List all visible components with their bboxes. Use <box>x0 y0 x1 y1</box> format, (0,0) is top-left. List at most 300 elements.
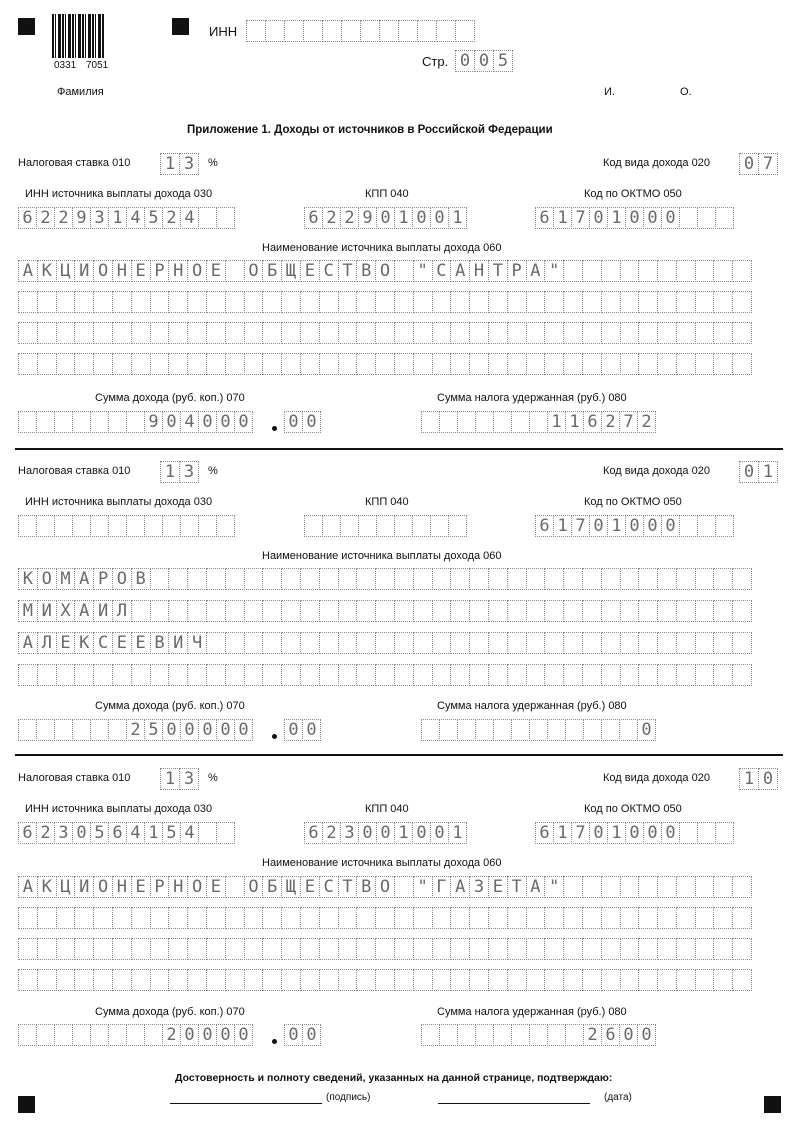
char-cell <box>412 515 431 537</box>
char-cell: В <box>150 632 170 654</box>
section-divider <box>15 754 783 756</box>
source-name-line-2[interactable] <box>18 600 751 622</box>
char-cell <box>225 322 245 344</box>
char-cell: О <box>93 260 113 282</box>
source-name-label: Наименование источника выплаты дохода 060 <box>262 857 502 869</box>
char-cell <box>338 632 358 654</box>
char-cell <box>281 600 301 622</box>
char-cell <box>582 568 602 590</box>
char-cell <box>695 632 715 654</box>
char-cell <box>281 568 301 590</box>
char-cell: 5 <box>493 50 513 72</box>
char-cell <box>563 632 583 654</box>
source-name-line-1[interactable] <box>18 876 751 898</box>
kpp-cells[interactable] <box>304 207 466 229</box>
char-cell <box>394 876 414 898</box>
source-inn-label: ИНН источника выплаты дохода 030 <box>25 188 213 200</box>
char-cell <box>732 664 752 686</box>
source-name-line-1[interactable] <box>18 260 751 282</box>
char-cell <box>131 353 151 375</box>
char-cell <box>493 411 512 433</box>
income-rub-cells[interactable] <box>18 411 252 433</box>
char-cell <box>695 664 715 686</box>
char-cell: С <box>432 260 452 282</box>
char-cell <box>394 907 414 929</box>
char-cell <box>375 322 395 344</box>
char-cell <box>638 353 658 375</box>
source-name-line-3[interactable] <box>18 938 751 960</box>
source-inn-cells[interactable] <box>18 822 234 844</box>
char-cell <box>507 600 527 622</box>
char-cell: 6 <box>535 515 554 537</box>
char-cell <box>732 322 752 344</box>
char-cell <box>475 719 494 741</box>
char-cell: 1 <box>108 207 127 229</box>
char-cell <box>695 260 715 282</box>
char-cell: 1 <box>739 768 759 790</box>
char-cell <box>450 969 470 991</box>
tax-rate-cells[interactable] <box>160 153 198 175</box>
source-name-label: Наименование источника выплаты дохода 060 <box>262 550 502 562</box>
char-cell <box>488 322 508 344</box>
char-cell: 1 <box>547 411 566 433</box>
char-cell: 1 <box>553 822 572 844</box>
char-cell <box>732 600 752 622</box>
char-cell <box>18 907 38 929</box>
char-cell <box>488 600 508 622</box>
char-cell <box>36 411 55 433</box>
char-cell: 0 <box>284 719 303 741</box>
char-cell: " <box>544 876 564 898</box>
char-cell <box>469 664 489 686</box>
percent-label: % <box>208 465 218 477</box>
char-cell <box>544 907 564 929</box>
char-cell <box>281 291 301 313</box>
char-cell <box>507 969 527 991</box>
char-cell: 0 <box>302 411 321 433</box>
char-cell <box>54 515 73 537</box>
char-cell <box>601 600 621 622</box>
oktmo-cells[interactable] <box>535 822 733 844</box>
char-cell: 0 <box>661 515 680 537</box>
char-cell <box>526 907 546 929</box>
char-cell: В <box>131 568 151 590</box>
char-cell: С <box>319 260 339 282</box>
char-cell <box>488 632 508 654</box>
char-cell: М <box>18 600 38 622</box>
char-cell <box>244 322 264 344</box>
char-cell <box>74 291 94 313</box>
char-cell: С <box>93 632 113 654</box>
char-cell <box>601 719 620 741</box>
char-cell <box>432 353 452 375</box>
char-cell <box>469 938 489 960</box>
char-cell <box>216 207 235 229</box>
char-cell <box>713 291 733 313</box>
income-rub-cells[interactable] <box>18 1024 252 1046</box>
char-cell <box>638 876 658 898</box>
char-cell <box>18 291 38 313</box>
oktmo-cells[interactable] <box>535 207 733 229</box>
char-cell <box>620 600 640 622</box>
char-cell <box>187 907 207 929</box>
source-name-line-1[interactable] <box>18 568 751 590</box>
tax-rate-cells[interactable] <box>160 461 198 483</box>
source-name-line-4[interactable] <box>18 353 751 375</box>
char-cell: 0 <box>643 515 662 537</box>
char-cell <box>713 632 733 654</box>
char-cell: З <box>469 876 489 898</box>
char-cell <box>583 719 602 741</box>
char-cell <box>676 353 696 375</box>
char-cell: 2 <box>322 822 341 844</box>
char-cell <box>413 907 433 929</box>
confirmation-text: Достоверность и полноту сведений, указанных на данной странице, подтверждаю: <box>175 1072 613 1084</box>
char-cell <box>526 291 546 313</box>
char-cell <box>563 260 583 282</box>
char-cell <box>394 600 414 622</box>
char-cell <box>469 969 489 991</box>
char-cell <box>638 969 658 991</box>
char-cell: 7 <box>571 515 590 537</box>
source-name-line-4[interactable] <box>18 664 751 686</box>
char-cell: 2 <box>162 207 181 229</box>
source-name-line-2[interactable] <box>18 291 751 313</box>
char-cell <box>620 260 640 282</box>
char-cell <box>341 20 361 42</box>
source-name-line-3[interactable] <box>18 632 751 654</box>
char-cell <box>582 907 602 929</box>
source-inn-cells[interactable] <box>18 515 234 537</box>
page-title: Приложение 1. Доходы от источников в Российской Федерации <box>187 124 553 136</box>
char-cell <box>676 907 696 929</box>
char-cell <box>457 1024 476 1046</box>
char-cell <box>319 969 339 991</box>
char-cell <box>150 291 170 313</box>
char-cell: 1 <box>448 207 467 229</box>
oktmo-cells[interactable] <box>535 515 733 537</box>
char-cell: 1 <box>160 461 180 483</box>
char-cell: 2 <box>126 719 145 741</box>
char-cell <box>131 322 151 344</box>
char-cell: И <box>37 600 57 622</box>
char-cell <box>732 876 752 898</box>
oktmo-label: Код по ОКТМО 050 <box>584 188 682 200</box>
char-cell <box>582 260 602 282</box>
char-cell <box>544 568 564 590</box>
char-cell: А <box>18 632 38 654</box>
income-kop-cells[interactable] <box>284 411 320 433</box>
char-cell <box>601 632 621 654</box>
char-cell <box>93 322 113 344</box>
income-code-cells[interactable] <box>739 461 777 483</box>
char-cell <box>676 969 696 991</box>
char-cell <box>582 969 602 991</box>
char-cell: 1 <box>160 153 180 175</box>
char-cell <box>394 938 414 960</box>
char-cell <box>526 938 546 960</box>
char-cell: К <box>37 876 57 898</box>
char-cell <box>507 322 527 344</box>
char-cell <box>37 664 57 686</box>
char-cell <box>168 568 188 590</box>
char-cell <box>563 664 583 686</box>
char-cell <box>319 600 339 622</box>
section-divider <box>15 448 783 450</box>
kpp-cells[interactable] <box>304 822 466 844</box>
source-name-line-2[interactable] <box>18 907 751 929</box>
income-rub-cells[interactable] <box>18 719 252 741</box>
char-cell <box>281 907 301 929</box>
char-cell <box>713 260 733 282</box>
char-cell: 2 <box>322 207 341 229</box>
char-cell <box>56 291 76 313</box>
tax-rate-label: Налоговая ставка 010 <box>18 772 131 784</box>
char-cell <box>488 291 508 313</box>
income-kop-cells[interactable] <box>284 719 320 741</box>
tax-sum-cells[interactable] <box>421 411 655 433</box>
char-cell <box>244 664 264 686</box>
char-cell <box>657 664 677 686</box>
income-sum-label: Сумма дохода (руб. коп.) 070 <box>95 700 245 712</box>
char-cell: 0 <box>284 1024 303 1046</box>
char-cell <box>529 719 548 741</box>
tax-rate-cells[interactable] <box>160 768 198 790</box>
char-cell: И <box>93 600 113 622</box>
char-cell <box>338 938 358 960</box>
char-cell <box>187 600 207 622</box>
char-cell: 6 <box>535 822 554 844</box>
char-cell <box>695 876 715 898</box>
char-cell <box>340 515 359 537</box>
char-cell: К <box>74 632 94 654</box>
char-cell <box>695 600 715 622</box>
char-cell: 0 <box>637 1024 656 1046</box>
char-cell <box>601 664 621 686</box>
char-cell <box>679 207 698 229</box>
char-cell <box>112 969 132 991</box>
char-cell <box>713 322 733 344</box>
char-cell <box>394 969 414 991</box>
char-cell: 0 <box>162 719 181 741</box>
char-cell: Ц <box>56 876 76 898</box>
char-cell: 0 <box>180 1024 199 1046</box>
char-cell <box>620 938 640 960</box>
char-cell <box>620 969 640 991</box>
char-cell <box>529 411 548 433</box>
kpp-label: КПП 040 <box>365 188 409 200</box>
char-cell <box>54 411 73 433</box>
char-cell <box>112 938 132 960</box>
char-cell <box>529 1024 548 1046</box>
char-cell <box>225 938 245 960</box>
char-cell: 2 <box>162 1024 181 1046</box>
char-cell <box>511 1024 530 1046</box>
char-cell <box>469 600 489 622</box>
char-cell: 0 <box>637 719 656 741</box>
char-cell <box>90 411 109 433</box>
char-cell <box>375 568 395 590</box>
char-cell: 0 <box>284 411 303 433</box>
char-cell <box>356 907 376 929</box>
char-cell <box>544 938 564 960</box>
char-cell <box>601 568 621 590</box>
tax-sum-cells[interactable] <box>421 1024 655 1046</box>
char-cell <box>457 719 476 741</box>
char-cell <box>450 907 470 929</box>
char-cell <box>469 291 489 313</box>
char-cell <box>36 515 55 537</box>
char-cell <box>436 20 456 42</box>
income-kop-cells[interactable] <box>284 1024 320 1046</box>
char-cell: 0 <box>739 461 759 483</box>
income-code-cells[interactable] <box>739 768 777 790</box>
char-cell <box>112 322 132 344</box>
char-cell <box>601 353 621 375</box>
income-type-label: Код вида дохода 020 <box>603 772 710 784</box>
income-code-cells[interactable] <box>739 153 777 175</box>
char-cell: А <box>450 876 470 898</box>
char-cell <box>356 353 376 375</box>
corner-marker-top-right <box>172 18 189 35</box>
char-cell: 1 <box>553 515 572 537</box>
char-cell <box>526 322 546 344</box>
char-cell <box>475 1024 494 1046</box>
char-cell: Л <box>37 632 57 654</box>
char-cell <box>168 322 188 344</box>
char-cell: А <box>74 600 94 622</box>
char-cell <box>54 719 73 741</box>
char-cell <box>262 600 282 622</box>
char-cell <box>430 515 449 537</box>
char-cell: 7 <box>758 153 778 175</box>
char-cell: Т <box>507 876 527 898</box>
char-cell <box>150 322 170 344</box>
char-cell: И <box>74 260 94 282</box>
char-cell <box>638 322 658 344</box>
char-cell: " <box>544 260 564 282</box>
char-cell <box>432 600 452 622</box>
char-cell <box>507 907 527 929</box>
char-cell <box>638 568 658 590</box>
char-cell <box>300 938 320 960</box>
char-cell <box>150 353 170 375</box>
char-cell: К <box>18 568 38 590</box>
char-cell <box>713 907 733 929</box>
char-cell <box>56 907 76 929</box>
char-cell <box>338 664 358 686</box>
char-cell <box>74 907 94 929</box>
familiya-label: Фамилия <box>57 86 104 98</box>
header-inn-cells[interactable] <box>246 20 474 42</box>
char-cell: 1 <box>448 822 467 844</box>
char-cell <box>619 719 638 741</box>
tax-rate-label: Налоговая ставка 010 <box>18 157 131 169</box>
o-label: О. <box>680 86 692 98</box>
char-cell: 1 <box>607 207 626 229</box>
char-cell: 6 <box>108 822 127 844</box>
char-cell <box>144 1024 163 1046</box>
char-cell: Е <box>300 876 320 898</box>
char-cell <box>657 632 677 654</box>
char-cell <box>93 938 113 960</box>
char-cell <box>450 664 470 686</box>
char-cell <box>281 938 301 960</box>
char-cell: А <box>74 568 94 590</box>
char-cell <box>421 719 440 741</box>
char-cell <box>657 353 677 375</box>
char-cell <box>356 322 376 344</box>
char-cell <box>398 20 418 42</box>
char-cell <box>713 938 733 960</box>
char-cell: О <box>244 260 264 282</box>
char-cell <box>697 515 716 537</box>
char-cell <box>394 632 414 654</box>
char-cell <box>450 938 470 960</box>
char-cell <box>225 907 245 929</box>
char-cell <box>72 411 91 433</box>
char-cell <box>697 207 716 229</box>
char-cell: 1 <box>758 461 778 483</box>
char-cell <box>563 600 583 622</box>
char-cell <box>108 719 127 741</box>
char-cell <box>206 322 226 344</box>
char-cell <box>488 938 508 960</box>
char-cell <box>18 353 38 375</box>
char-cell <box>37 291 57 313</box>
char-cell <box>74 322 94 344</box>
char-cell <box>413 600 433 622</box>
char-cell <box>93 664 113 686</box>
char-cell <box>697 822 716 844</box>
char-cell <box>601 322 621 344</box>
source-name-line-3[interactable] <box>18 322 751 344</box>
char-cell <box>322 515 341 537</box>
char-cell <box>206 664 226 686</box>
page-number-cells[interactable] <box>455 50 512 72</box>
tax-sum-cells[interactable] <box>421 719 655 741</box>
char-cell: О <box>375 876 395 898</box>
char-cell: 1 <box>144 822 163 844</box>
char-cell: 0 <box>455 50 475 72</box>
char-cell <box>450 353 470 375</box>
char-cell <box>469 353 489 375</box>
char-cell <box>375 938 395 960</box>
char-cell: О <box>187 876 207 898</box>
char-cell <box>413 322 433 344</box>
char-cell <box>338 322 358 344</box>
source-name-line-4[interactable] <box>18 969 751 991</box>
char-cell <box>300 600 320 622</box>
char-cell <box>526 632 546 654</box>
char-cell: 2 <box>583 1024 602 1046</box>
char-cell <box>262 632 282 654</box>
char-cell: Т <box>338 260 358 282</box>
char-cell <box>394 515 413 537</box>
char-cell <box>126 515 145 537</box>
char-cell <box>676 876 696 898</box>
char-cell <box>676 938 696 960</box>
char-cell <box>112 353 132 375</box>
tax-sum-label: Сумма налога удержанная (руб.) 080 <box>437 392 627 404</box>
kpp-cells[interactable] <box>304 515 466 537</box>
char-cell: 4 <box>180 822 199 844</box>
char-cell <box>657 876 677 898</box>
source-inn-cells[interactable] <box>18 207 234 229</box>
char-cell: 0 <box>625 822 644 844</box>
char-cell: 0 <box>589 515 608 537</box>
char-cell: 1 <box>394 207 413 229</box>
